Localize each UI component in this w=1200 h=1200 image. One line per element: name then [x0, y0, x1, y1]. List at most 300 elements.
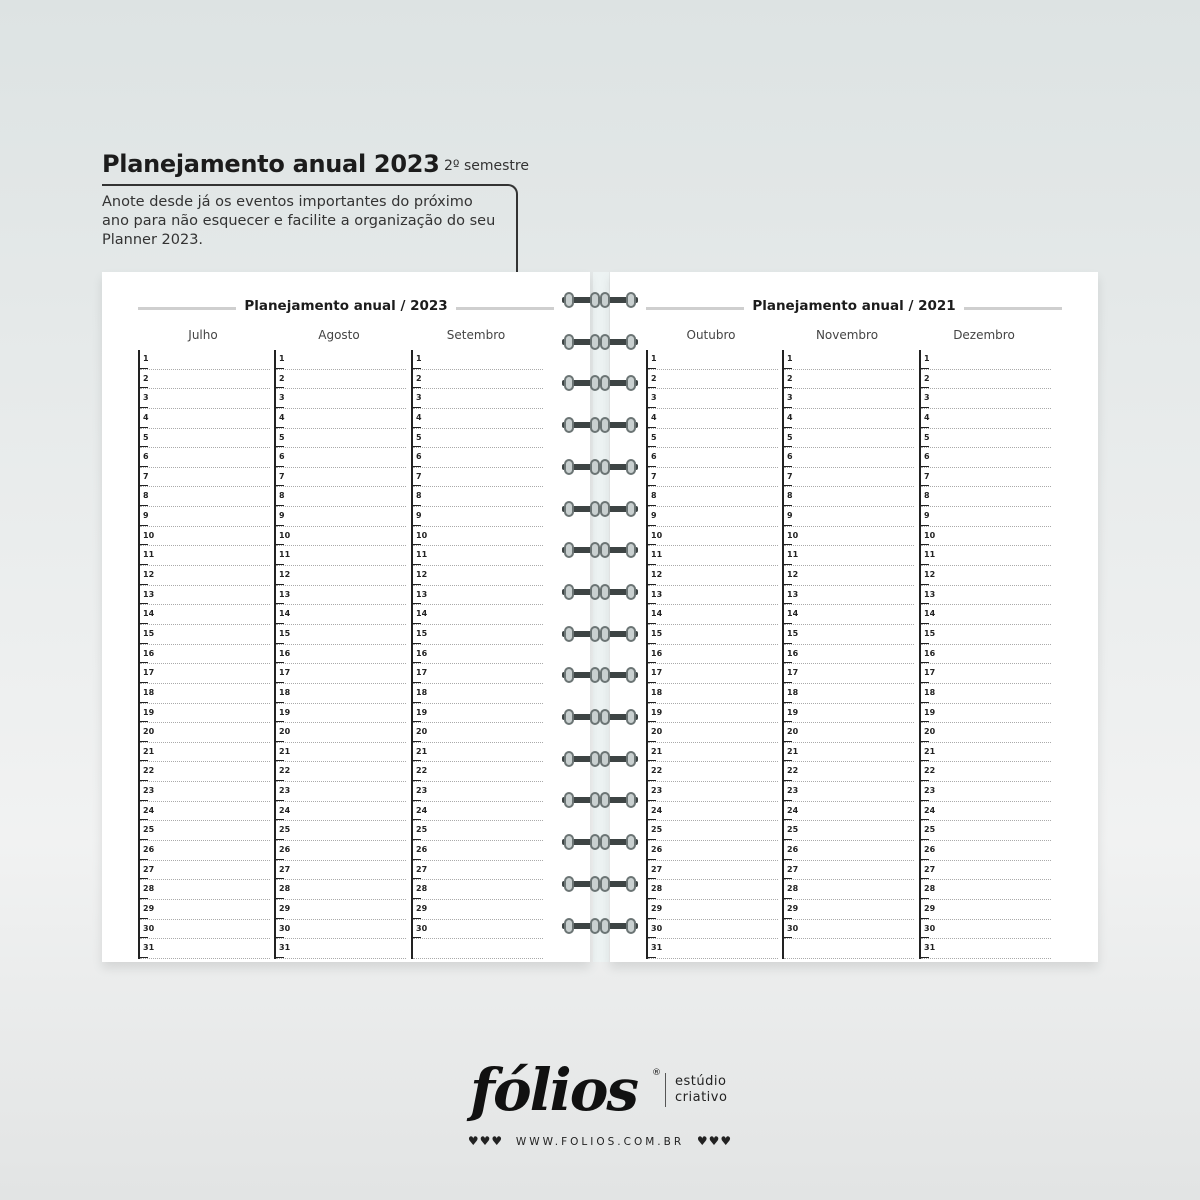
month-name: Novembro [815, 328, 879, 342]
day-row[interactable] [784, 409, 914, 429]
ring-loop [564, 292, 574, 308]
ring-loop [600, 334, 610, 350]
ring-loop [600, 292, 610, 308]
day-row[interactable] [648, 880, 778, 900]
day-row[interactable] [648, 664, 778, 684]
day-row[interactable] [140, 900, 270, 920]
day-row[interactable] [784, 448, 914, 468]
day-row[interactable] [921, 507, 1051, 527]
day-row[interactable] [140, 802, 270, 822]
day-row[interactable] [413, 802, 543, 822]
ring-loop [600, 417, 610, 433]
day-row[interactable] [648, 350, 778, 370]
day-row[interactable] [648, 782, 778, 802]
day-row[interactable] [276, 782, 406, 802]
day-row[interactable] [413, 743, 543, 763]
day-number: 14 [279, 609, 291, 619]
day-row[interactable] [276, 625, 406, 645]
day-row[interactable] [276, 409, 406, 429]
left-page-title-row [138, 298, 554, 318]
day-number: 16 [787, 648, 799, 658]
day-number: 13 [279, 589, 291, 599]
day-row[interactable] [784, 645, 914, 665]
day-row[interactable] [648, 684, 778, 704]
day-row[interactable] [648, 939, 778, 959]
day-row[interactable] [784, 350, 914, 370]
day-row[interactable] [921, 527, 1051, 547]
day-number: 27 [924, 864, 936, 874]
ring-loop [626, 626, 636, 642]
day-number: 3 [651, 393, 657, 403]
ring-loop [590, 584, 600, 600]
day-row[interactable] [648, 762, 778, 782]
day-number: 25 [787, 825, 799, 835]
day-number: 24 [279, 805, 291, 815]
day-number: 5 [651, 432, 657, 442]
day-row[interactable] [413, 684, 543, 704]
day-number: 25 [279, 825, 291, 835]
day-row[interactable] [784, 704, 914, 724]
brand-url[interactable]: WWW.FOLIOS.COM.BR [515, 1136, 685, 1148]
right-page [610, 272, 1098, 962]
day-row[interactable] [276, 802, 406, 822]
day-number: 19 [143, 707, 155, 717]
ring-loop [626, 292, 636, 308]
day-number: 13 [143, 589, 155, 599]
day-number: 14 [651, 609, 663, 619]
day-row[interactable] [413, 664, 543, 684]
day-row[interactable] [648, 625, 778, 645]
day-number: 31 [279, 943, 291, 953]
day-row[interactable] [921, 566, 1051, 586]
day-row[interactable] [413, 546, 543, 566]
day-number: 25 [651, 825, 663, 835]
day-row[interactable] [276, 389, 406, 409]
day-number: 10 [924, 530, 936, 540]
ring-loop [600, 709, 610, 725]
day-row[interactable] [784, 821, 914, 841]
day-row[interactable] [648, 586, 778, 606]
ring-loop [590, 501, 600, 517]
day-row[interactable] [140, 527, 270, 547]
day-row[interactable] [140, 920, 270, 940]
day-row[interactable] [921, 841, 1051, 861]
day-row[interactable] [648, 723, 778, 743]
day-row[interactable] [648, 704, 778, 724]
day-number: 24 [143, 805, 155, 815]
day-row[interactable] [413, 625, 543, 645]
day-row[interactable] [648, 487, 778, 507]
day-row[interactable] [276, 841, 406, 861]
day-row[interactable] [413, 723, 543, 743]
day-row[interactable] [413, 939, 543, 959]
day-row[interactable] [140, 605, 270, 625]
day-row[interactable] [140, 841, 270, 861]
day-row[interactable] [413, 762, 543, 782]
day-number: 21 [787, 746, 799, 756]
day-row[interactable] [140, 782, 270, 802]
day-row[interactable] [276, 468, 406, 488]
ring-loop [590, 375, 600, 391]
day-number: 25 [924, 825, 936, 835]
day-row[interactable] [921, 448, 1051, 468]
day-number: 15 [279, 628, 291, 638]
day-number: 26 [924, 845, 936, 855]
day-number: 23 [924, 786, 936, 796]
day-row[interactable] [276, 586, 406, 606]
day-row[interactable] [140, 350, 270, 370]
day-row[interactable] [413, 527, 543, 547]
ring-loop [564, 792, 574, 808]
day-row[interactable] [921, 861, 1051, 881]
day-row[interactable] [140, 468, 270, 488]
day-row[interactable] [648, 920, 778, 940]
day-number: 4 [143, 412, 149, 422]
day-row[interactable] [784, 782, 914, 802]
day-number: 27 [279, 864, 291, 874]
day-row[interactable] [784, 605, 914, 625]
day-row[interactable] [921, 645, 1051, 665]
day-row[interactable] [784, 429, 914, 449]
day-number: 9 [279, 511, 285, 521]
day-row[interactable] [276, 605, 406, 625]
day-row[interactable] [784, 841, 914, 861]
day-number: 31 [924, 943, 936, 953]
day-row[interactable] [413, 507, 543, 527]
day-number: 4 [787, 412, 793, 422]
day-number: 6 [143, 452, 149, 462]
ring-loop [590, 876, 600, 892]
day-row[interactable] [921, 821, 1051, 841]
day-row[interactable] [921, 370, 1051, 390]
day-row[interactable] [784, 664, 914, 684]
day-row[interactable] [648, 645, 778, 665]
day-row[interactable] [921, 605, 1051, 625]
ring-loop [600, 834, 610, 850]
day-row[interactable] [648, 605, 778, 625]
day-number: 20 [279, 727, 291, 737]
day-number: 10 [787, 530, 799, 540]
day-row[interactable] [921, 880, 1051, 900]
day-row[interactable] [140, 487, 270, 507]
day-row[interactable] [921, 920, 1051, 940]
day-number: 22 [651, 766, 663, 776]
day-number: 30 [143, 923, 155, 933]
registered-mark: ® [652, 1068, 661, 1078]
day-row[interactable] [648, 527, 778, 547]
ring-loop [626, 792, 636, 808]
day-row[interactable] [784, 802, 914, 822]
day-row[interactable] [140, 704, 270, 724]
ring-loop [626, 501, 636, 517]
day-row[interactable] [276, 861, 406, 881]
day-row[interactable] [784, 566, 914, 586]
day-row[interactable] [921, 743, 1051, 763]
day-row[interactable] [784, 861, 914, 881]
day-row[interactable] [276, 900, 406, 920]
day-row[interactable] [413, 350, 543, 370]
day-row[interactable] [276, 920, 406, 940]
day-number: 23 [416, 786, 428, 796]
day-row[interactable] [784, 625, 914, 645]
day-number: 13 [787, 589, 799, 599]
day-row[interactable] [413, 370, 543, 390]
day-number: 8 [143, 491, 149, 501]
day-number: 28 [651, 884, 663, 894]
day-row[interactable] [413, 429, 543, 449]
day-row[interactable] [648, 429, 778, 449]
day-row[interactable] [784, 370, 914, 390]
day-row[interactable] [276, 762, 406, 782]
day-number: 18 [279, 687, 291, 697]
day-row[interactable] [784, 762, 914, 782]
day-row[interactable] [140, 762, 270, 782]
day-row[interactable] [784, 389, 914, 409]
day-row[interactable] [648, 861, 778, 881]
day-row[interactable] [276, 507, 406, 527]
day-number: 8 [924, 491, 930, 501]
day-row[interactable] [648, 468, 778, 488]
day-row[interactable] [921, 664, 1051, 684]
day-row[interactable] [140, 409, 270, 429]
day-row[interactable] [140, 429, 270, 449]
day-row[interactable] [140, 821, 270, 841]
day-number: 30 [279, 923, 291, 933]
day-number: 3 [143, 393, 149, 403]
day-number: 8 [787, 491, 793, 501]
day-row[interactable] [648, 448, 778, 468]
day-row[interactable] [921, 429, 1051, 449]
spiral-ring [560, 834, 640, 850]
day-row[interactable] [413, 566, 543, 586]
day-row[interactable] [276, 664, 406, 684]
day-row[interactable] [921, 684, 1051, 704]
day-row[interactable] [413, 645, 543, 665]
day-row[interactable] [413, 861, 543, 881]
ring-loop [590, 334, 600, 350]
day-row[interactable] [140, 684, 270, 704]
day-row[interactable] [140, 546, 270, 566]
day-row[interactable] [276, 350, 406, 370]
day-row[interactable] [784, 900, 914, 920]
day-number: 23 [651, 786, 663, 796]
spiral-ring [560, 584, 640, 600]
day-row[interactable] [140, 448, 270, 468]
day-row[interactable] [648, 370, 778, 390]
day-row[interactable] [648, 566, 778, 586]
day-row[interactable] [921, 802, 1051, 822]
day-row[interactable] [276, 821, 406, 841]
brand-tagline [675, 1074, 727, 1106]
spiral-ring [560, 667, 640, 683]
day-row[interactable] [413, 900, 543, 920]
day-row[interactable] [648, 802, 778, 822]
spiral-ring [560, 792, 640, 808]
day-row[interactable] [413, 920, 543, 940]
day-row[interactable] [413, 704, 543, 724]
day-number: 24 [651, 805, 663, 815]
day-row[interactable] [921, 900, 1051, 920]
day-row[interactable] [921, 625, 1051, 645]
day-number: 11 [787, 550, 799, 560]
day-number: 23 [143, 786, 155, 796]
day-row[interactable] [784, 723, 914, 743]
ring-loop [626, 334, 636, 350]
day-row[interactable] [140, 743, 270, 763]
day-row[interactable] [648, 841, 778, 861]
day-number: 24 [416, 805, 428, 815]
day-row[interactable] [413, 468, 543, 488]
ring-loop [564, 876, 574, 892]
day-row[interactable] [140, 586, 270, 606]
ring-loop [626, 751, 636, 767]
day-row[interactable] [784, 468, 914, 488]
day-number: 30 [924, 923, 936, 933]
day-number: 9 [924, 511, 930, 521]
day-row[interactable] [140, 625, 270, 645]
day-number: 14 [787, 609, 799, 619]
day-row[interactable] [276, 684, 406, 704]
day-row[interactable] [413, 448, 543, 468]
day-row[interactable] [413, 586, 543, 606]
day-row[interactable] [921, 704, 1051, 724]
day-row[interactable] [784, 586, 914, 606]
day-number: 2 [143, 373, 149, 383]
day-row[interactable] [276, 880, 406, 900]
ring-loop [590, 667, 600, 683]
day-row[interactable] [921, 409, 1051, 429]
day-row[interactable] [276, 448, 406, 468]
day-row[interactable] [140, 507, 270, 527]
day-row[interactable] [276, 704, 406, 724]
day-row[interactable] [921, 350, 1051, 370]
day-row[interactable] [140, 861, 270, 881]
day-row[interactable] [276, 566, 406, 586]
day-row[interactable] [921, 546, 1051, 566]
day-row[interactable] [648, 821, 778, 841]
day-row[interactable] [784, 880, 914, 900]
tagline-line-2: criativo [675, 1090, 728, 1105]
day-row[interactable] [276, 939, 406, 959]
day-number: 12 [651, 570, 663, 580]
day-number: 22 [924, 766, 936, 776]
day-number: 20 [787, 727, 799, 737]
spiral-ring [560, 375, 640, 391]
day-number: 1 [416, 354, 422, 363]
day-number: 17 [416, 668, 428, 678]
day-number: 19 [279, 707, 291, 717]
day-number: 9 [143, 511, 149, 521]
day-row[interactable] [413, 409, 543, 429]
day-row[interactable] [413, 605, 543, 625]
day-row[interactable] [921, 782, 1051, 802]
day-row[interactable] [276, 546, 406, 566]
day-row[interactable] [276, 370, 406, 390]
day-row[interactable] [140, 370, 270, 390]
day-row[interactable] [276, 429, 406, 449]
day-row[interactable] [784, 939, 914, 959]
ring-loop [564, 459, 574, 475]
day-row[interactable] [921, 487, 1051, 507]
day-row[interactable] [648, 743, 778, 763]
ring-loop [564, 667, 574, 683]
ring-loop [564, 501, 574, 517]
day-row[interactable] [784, 920, 914, 940]
day-row[interactable] [784, 527, 914, 547]
ring-loop [564, 626, 574, 642]
day-row[interactable] [921, 723, 1051, 743]
day-row[interactable] [140, 880, 270, 900]
ring-loop [600, 876, 610, 892]
day-number: 13 [651, 589, 663, 599]
day-row[interactable] [784, 546, 914, 566]
month-name: Julho [188, 328, 218, 342]
ring-loop [590, 834, 600, 850]
day-number: 31 [651, 943, 663, 953]
day-row[interactable] [921, 586, 1051, 606]
day-number: 2 [787, 373, 793, 383]
day-row[interactable] [921, 939, 1051, 959]
day-row[interactable] [140, 566, 270, 586]
day-row[interactable] [648, 546, 778, 566]
ring-loop [590, 751, 600, 767]
day-row[interactable] [413, 389, 543, 409]
day-number: 14 [143, 609, 155, 619]
day-row[interactable] [140, 664, 270, 684]
day-row[interactable] [276, 645, 406, 665]
day-row[interactable] [276, 743, 406, 763]
day-row[interactable] [140, 389, 270, 409]
day-row[interactable] [413, 880, 543, 900]
day-number: 26 [143, 845, 155, 855]
day-row[interactable] [648, 900, 778, 920]
day-row[interactable] [648, 507, 778, 527]
ring-loop [600, 459, 610, 475]
day-row[interactable] [413, 782, 543, 802]
day-number: 20 [651, 727, 663, 737]
day-row[interactable] [648, 389, 778, 409]
day-number: 7 [416, 471, 422, 481]
day-number: 10 [651, 530, 663, 540]
day-row[interactable] [276, 723, 406, 743]
day-row[interactable] [140, 723, 270, 743]
day-row[interactable] [648, 409, 778, 429]
day-row[interactable] [413, 487, 543, 507]
day-row[interactable] [921, 389, 1051, 409]
day-row[interactable] [784, 684, 914, 704]
day-list [919, 350, 1051, 959]
day-row[interactable] [921, 762, 1051, 782]
day-row[interactable] [784, 507, 914, 527]
day-row[interactable] [921, 468, 1051, 488]
day-number: 28 [143, 884, 155, 894]
left-page [102, 272, 590, 962]
day-number: 17 [279, 668, 291, 678]
day-row[interactable] [413, 821, 543, 841]
day-row[interactable] [140, 939, 270, 959]
day-number: 16 [416, 648, 428, 658]
day-row[interactable] [413, 841, 543, 861]
day-number: 7 [143, 471, 149, 481]
day-row[interactable] [784, 487, 914, 507]
day-number: 1 [787, 354, 793, 363]
ring-loop [600, 501, 610, 517]
day-row[interactable] [140, 645, 270, 665]
day-number: 6 [787, 452, 793, 462]
day-row[interactable] [276, 527, 406, 547]
day-row[interactable] [784, 743, 914, 763]
day-row[interactable] [276, 487, 406, 507]
